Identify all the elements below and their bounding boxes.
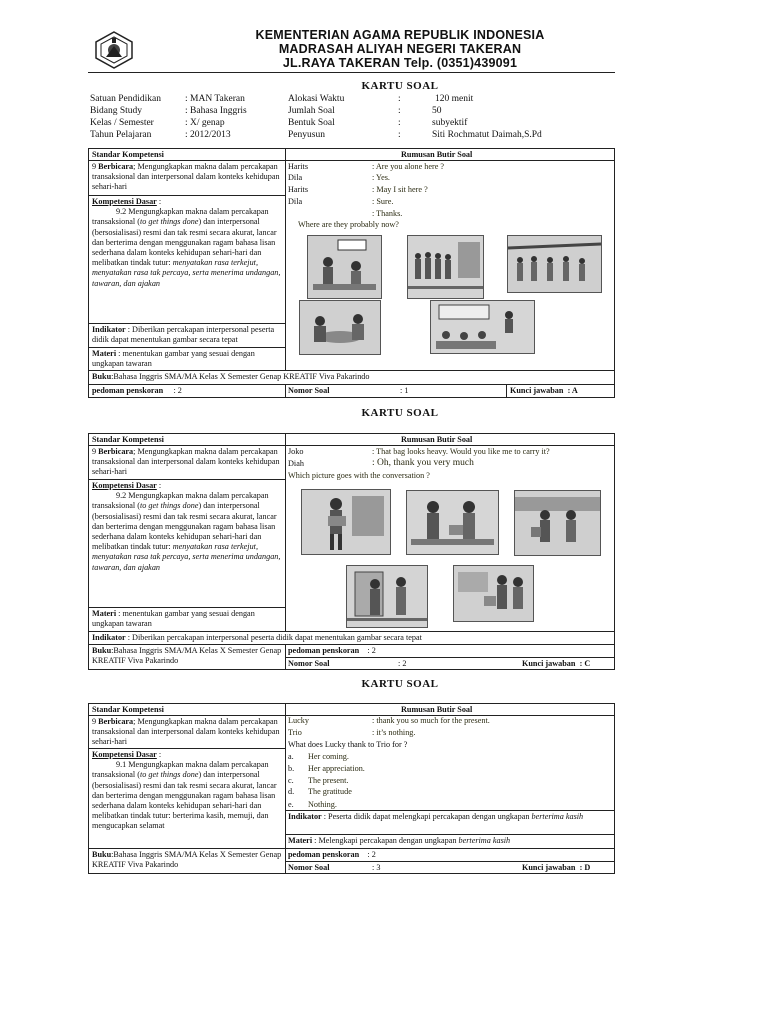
option-picture-a bbox=[301, 489, 391, 555]
nomor-soal: Nomor Soal : 1 bbox=[288, 386, 409, 395]
speaker-line: : thank you so much for the present. bbox=[372, 716, 490, 725]
info-colon: : bbox=[398, 94, 401, 104]
indikator: Indikator : Diberikan percakapan interpersonal peserta didik dapat menentukan gambar secara tepat bbox=[92, 633, 422, 642]
option-picture-c bbox=[514, 490, 601, 556]
answer-option-e: e. Nothing. bbox=[288, 800, 337, 809]
answer-option-c: c. The present. bbox=[288, 776, 349, 785]
option-picture-station bbox=[507, 235, 602, 293]
kompetensi-dasar: Kompetensi Dasar : 9.2 Mengungkapkan makna dalam percakapan transaksional (to get things done) dan interpersonal (bersosialisasi) resmi dan tak resmi secara akurat, lancar dan berterima dengan menggunakan ragam bahasa lisan sederhana dalam konteks kehidupan sehari-hari dan melibatkan tindak tutur: menyatakan rasa terkejut, menyatakan rasa tak percaya, serta menerima undangan, tawaran, dan ajakan bbox=[92, 481, 281, 572]
speaker-line: : Yes. bbox=[372, 173, 390, 182]
kunci-jawaban: Kunci jawaban : D bbox=[522, 863, 591, 872]
card-title-3: KARTU SOAL bbox=[361, 678, 439, 690]
answer-option-b: b. Her appreciation. bbox=[288, 764, 365, 773]
pedoman-penskoran: pedoman penskoran : 2 bbox=[92, 386, 182, 395]
option-picture-restaurant bbox=[299, 300, 381, 355]
answer-option-a: a. Her coming. bbox=[288, 752, 349, 761]
kompetensi-dasar: Kompetensi Dasar : 9.1 Mengungkapkan makna dalam percakapan transaksional (to get things done) dan interpersonal (bersosialisasi) resmi dan tak resmi secara akurat, lancar dan berterima dengan menggunakan ragam bahasa lisan sederhana dalam konteks kehidupan sehari-hari dan melibatkan tindak tutur: berterima kasih, memuji, dan mengucapkan selamat bbox=[92, 750, 277, 831]
info-label: Bentuk Soal bbox=[288, 118, 335, 128]
card-title-1: KARTU SOAL bbox=[361, 80, 439, 92]
speaker-line: : Thanks. bbox=[372, 209, 403, 218]
option-picture-e bbox=[453, 565, 534, 622]
speaker-line: : That bag looks heavy. Would you like me to carry it? bbox=[372, 447, 550, 456]
speaker-line: : Oh, thank you very much bbox=[372, 458, 474, 468]
question-card-3 bbox=[88, 703, 615, 874]
kunci-jawaban: Kunci jawaban : C bbox=[522, 659, 591, 668]
option-picture-lecture bbox=[430, 300, 535, 354]
materi: Materi : menentukan gambar yang sesuai dengan ungkapan tawaran bbox=[92, 349, 255, 369]
info-value: 50 bbox=[432, 106, 442, 116]
info-label: Alokasi Waktu bbox=[288, 94, 345, 104]
speaker-name: Joko bbox=[288, 447, 304, 456]
answer-option-d: d. The gratitude bbox=[288, 787, 352, 796]
info-label: Bidang Study bbox=[90, 106, 142, 116]
option-picture-b bbox=[406, 490, 499, 555]
standar-kompetensi: 9 Berbicara; Mengungkapkan makna dalam percakapan transaksional dan interpersonal dalam konteks kehidupan sehari-hari bbox=[92, 162, 280, 192]
kunci-jawaban: Kunci jawaban : A bbox=[510, 386, 578, 395]
question-text: What does Lucky thank to Trio for ? bbox=[288, 740, 408, 749]
standar-kompetensi: 9 Berbicara; Mengungkapkan makna dalam percakapan transaksional dan interpersonal dalam konteks kehidupan sehari-hari bbox=[92, 717, 280, 747]
question-text: Which picture goes with the conversation ? bbox=[288, 471, 430, 480]
info-label: Penyusun bbox=[288, 130, 325, 140]
header-ministry: KEMENTERIAN AGAMA REPUBLIK INDONESIA bbox=[255, 28, 545, 42]
speaker-name: Trio bbox=[288, 728, 302, 737]
sk-header: Standar Kompetensi bbox=[92, 705, 164, 714]
buku: Buku:Bahasa Inggris SMA/MA Kelas X Semester Genap KREATIF Viva Pakarindo bbox=[92, 646, 282, 666]
info-value: : MAN Takeran bbox=[185, 94, 245, 104]
speaker-name: Dila bbox=[288, 197, 303, 206]
exam-info bbox=[0, 0, 768, 160]
option-picture-d bbox=[346, 565, 428, 628]
sk-header: Standar Kompetensi bbox=[92, 150, 164, 159]
option-picture-classroom bbox=[307, 235, 382, 299]
header-school: MADRASAH ALIYAH NEGERI TAKERAN bbox=[278, 42, 522, 56]
card-title-2: KARTU SOAL bbox=[361, 407, 439, 419]
speaker-line: : Sure. bbox=[372, 197, 394, 206]
speaker-name: Dila bbox=[288, 173, 303, 182]
info-colon: : bbox=[398, 130, 401, 140]
speaker-name: Lucky bbox=[288, 716, 309, 725]
pedoman-penskoran: pedoman penskoran : 2 bbox=[288, 850, 376, 859]
rbs-header: Rumusan Butir Soal bbox=[401, 705, 473, 714]
info-label: Tahun Pelajaran bbox=[90, 130, 152, 140]
info-value: 120 menit bbox=[435, 94, 474, 104]
indikator: Indikator : Diberikan percakapan interpersonal peserta didik dapat menentukan gambar secara tepat bbox=[92, 325, 275, 345]
info-value: : 2012/2013 bbox=[185, 130, 231, 140]
header-address: JL.RAYA TAKERAN Telp. (0351)439091 bbox=[282, 56, 518, 70]
materi: Materi : menentukan gambar yang sesuai dengan ungkapan tawaran bbox=[92, 609, 255, 629]
question-card-2 bbox=[88, 433, 615, 670]
rbs-header: Rumusan Butir Soal bbox=[401, 150, 473, 159]
info-label: Satuan Pendidikan bbox=[90, 94, 161, 104]
speaker-name: Diah bbox=[288, 459, 304, 468]
sk-header: Standar Kompetensi bbox=[92, 435, 164, 444]
materi: Materi : Melengkapi percakapan dengan ungkapan berterima kasih bbox=[288, 836, 511, 845]
info-colon: : bbox=[398, 118, 401, 128]
indikator: Indikator : Peserta didik dapat melengkapi percakapan dengan ungkapan berterima kasih bbox=[288, 812, 584, 821]
speaker-line: : Are you alone here ? bbox=[372, 162, 445, 171]
speaker-line: : May I sit here ? bbox=[372, 185, 428, 194]
nomor-soal: Nomor Soal : 2 bbox=[288, 659, 407, 668]
buku: Buku:Bahasa Inggris SMA/MA Kelas X Semester Genap KREATIF Viva Pakarindo bbox=[92, 850, 282, 870]
rbs-header: Rumusan Butir Soal bbox=[401, 435, 473, 444]
question-text: Where are they probably now? bbox=[298, 220, 399, 229]
speaker-name: Harits bbox=[288, 162, 309, 171]
info-label: Kelas / Semester bbox=[90, 118, 154, 128]
info-value: : X/ genap bbox=[185, 118, 225, 128]
info-value: subyektif bbox=[432, 118, 468, 128]
nomor-soal: Nomor Soal : 3 bbox=[288, 863, 381, 872]
info-value: : Bahasa Inggris bbox=[185, 106, 247, 116]
standar-kompetensi: 9 Berbicara; Mengungkapkan makna dalam percakapan transaksional dan interpersonal dalam konteks kehidupan sehari-hari bbox=[92, 447, 280, 477]
info-label: Jumlah Soal bbox=[288, 106, 335, 116]
pedoman-penskoran: pedoman penskoran : 2 bbox=[288, 646, 376, 655]
option-picture-queue bbox=[407, 235, 484, 299]
info-value: Siti Rochmatut Daimah,S.Pd bbox=[432, 130, 542, 140]
speaker-line: : it’s nothing. bbox=[372, 728, 416, 737]
buku: Buku:Bahasa Inggris SMA/MA Kelas X Semester Genap KREATIF Viva Pakarindo bbox=[92, 372, 370, 381]
kompetensi-dasar: Kompetensi Dasar : 9.2 Mengungkapkan makna dalam percakapan transaksional (to get things done) dan interpersonal (bersosialisasi) resmi dan tak resmi secara akurat, lancar dan berterima dengan menggunakan ragam bahasa lisan sederhana dalam konteks kehidupan sehari-hari dan melibatkan tindak tutur: menyatakan rasa terkejut, menyatakan rasa tak percaya, serta menerima undangan, tawaran, dan ajakan bbox=[92, 197, 281, 288]
info-colon: : bbox=[398, 106, 401, 116]
speaker-name: Harits bbox=[288, 185, 309, 194]
question-card-1 bbox=[88, 148, 615, 398]
